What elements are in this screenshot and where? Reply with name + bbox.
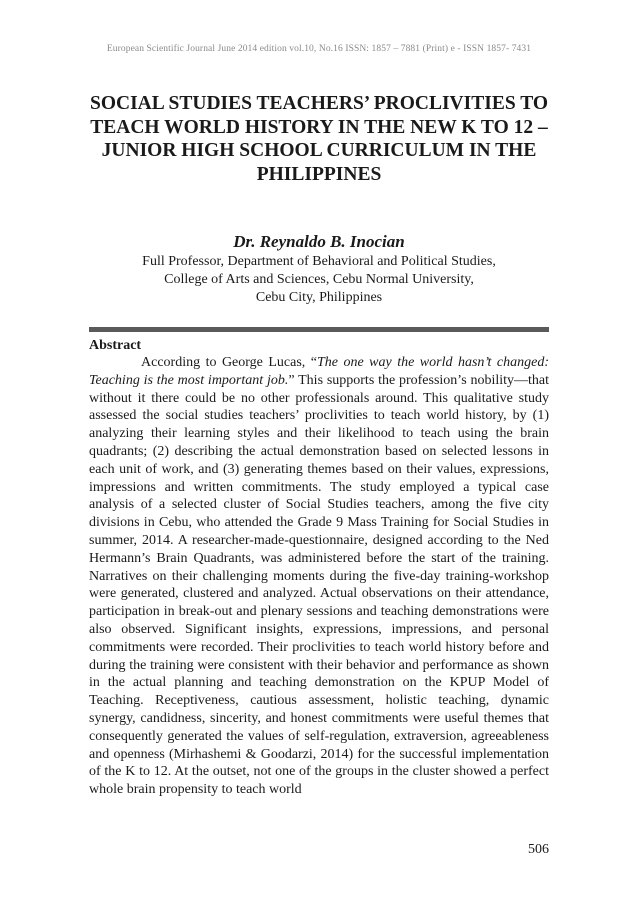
abstract-body <box>89 354 549 799</box>
page-number: 506 <box>528 842 549 857</box>
author-name: Dr. Reynaldo B. Inocian <box>233 232 405 251</box>
affiliation-line: College of Arts and Sciences, Cebu Normal University, <box>164 272 474 287</box>
section-divider <box>89 327 549 332</box>
abstract-heading: Abstract <box>89 338 142 353</box>
abstract-quote: The one way the world hasn’t changed: Teaching is the most important job. <box>89 355 549 388</box>
affiliation-line: Cebu City, Philippines <box>255 290 383 305</box>
abstract-paragraph <box>89 354 549 799</box>
author-affiliation <box>0 253 638 307</box>
abstract-text: ” This supports the profession’s nobility—that without it there could be no other professionals around. This qualitative study assessed the social studies teachers’ proclivities to teach world history, by (1) analyzing their learning styles and their likelihood to teach using the brain quadrants; (2) describing the actual demonstration based on selected lessons in each unit of work, and (3) generating themes based on their values, expressions, impressions and written commitments. The study employed a typical case analysis of a selected cluster of Social Studies teachers, among the five city divisions in Cebu, who attended the Grade 9 Mass Training for Social Studies in summer, 2014. A researcher-made-questionnaire, designed according to the Ned Hermann’s Brain Quadrants, was administered before the start of the training. Narratives on their challenging moments during the five-day training-workshop were generated, clustered and analyzed. Actual observations on their attendance, participation in break-out and plenary sessions and teaching demonstrations were also observed. Significant insights, expressions, impressions, and personal commitments were recorded. Their proclivities to teach world history before and during the training were consistent with their behavior and performance as shown in the actual planning and teaching demonstration on the KPUP Model of Teaching. Receptiveness, cautious assessment, holistic teaching, dynamic synergy, candidness, sincerity, and honest commitments were useful themes that consequently generated the values of self-regulation, extraversion, agreeableness and openness (Mirhashemi & Goodarzi, 2014) for the successful implementation of the K to 12. At the outset, not one of the groups in the cluster showed a perfect whole brain propensity to teach world <box>89 372 549 798</box>
affiliation-line: Full Professor, Department of Behavioral and Political Studies, <box>142 254 496 269</box>
running-header: European Scientific Journal June 2014 edition vol.10, No.16 ISSN: 1857 – 7881 (Print) e - ISSN 1857- 7431 <box>106 44 532 54</box>
abstract-intro: According to George Lucas, “ <box>141 355 317 370</box>
article-title: SOCIAL STUDIES TEACHERS’ PROCLIVITIES TO TEACH WORLD HISTORY IN THE NEW K TO 12 – JUNIOR HIGH SCHOOL CURRICULUM IN THE PHILIPPINES <box>89 93 549 185</box>
